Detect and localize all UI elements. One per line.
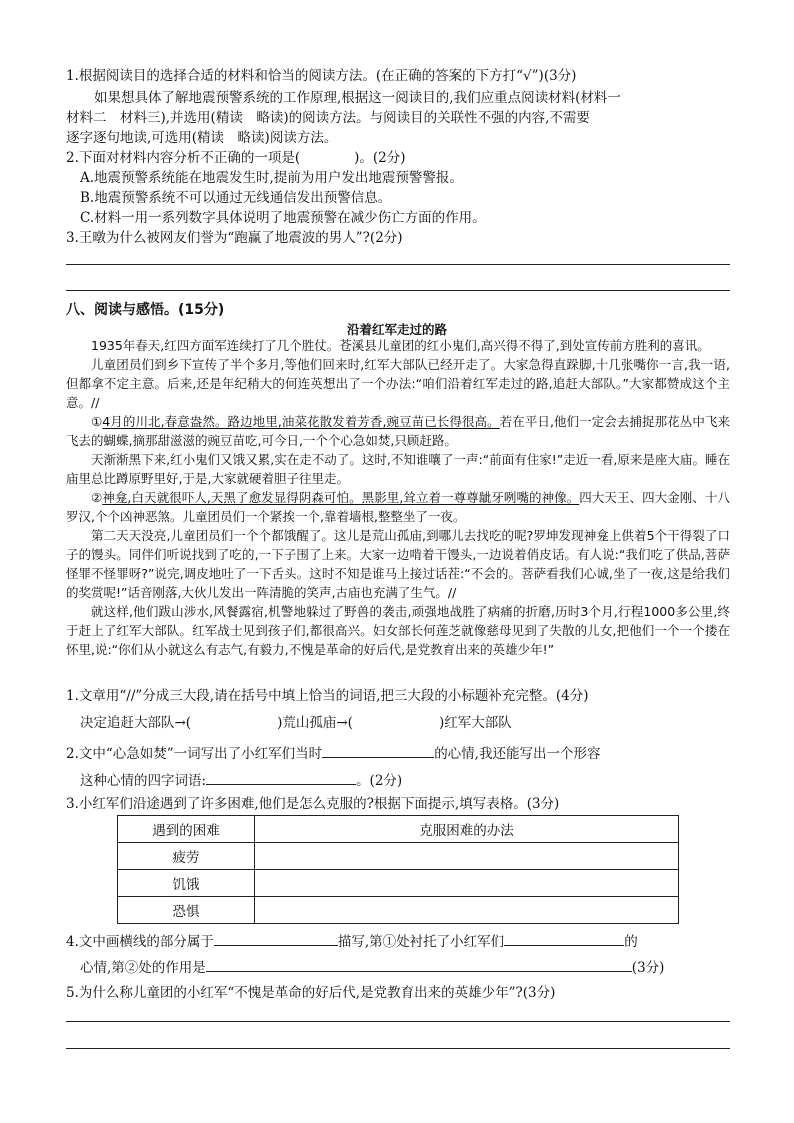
p8-question-5: 5.为什么称儿童团的小红军“不愧是革命的好后代,是党教育出来的英雄少年”?(3分) (66, 985, 556, 1001)
underlined-text: 4月的川北,春意盎然。路边地里,油菜花散发着芳香,豌豆苗已长得很高。 (102, 414, 500, 429)
passage (66, 336, 730, 659)
passage-paragraph: 就这样,他们跋山涉水,风餐露宿,机警地躲过了野兽的袭击,顽强地战胜了病痛的折磨,历时3个月,行程1000多公里,终于赶上了红军大部队。红军战士见到孩子们,都很高兴。妇女部长何莲芝就像慈母见到了失散的儿女,把他们一个一个搂在怀里,说:“你们从小就这么有志气,有毅力,不愧是革命的好后代,是党教育出来的英雄少年!” (66, 604, 730, 657)
table-answer-cell[interactable] (255, 843, 679, 870)
fill-text: 决定追赶大部队→( (80, 715, 192, 731)
question-text: 4.文中画横线的部分属于 (66, 934, 214, 950)
paragraph-text: 四大天王、四大金刚、十八罗汉,个个凶神恶煞。儿童团员们一个紧挨一个,靠着墙根,整整坐了一夜。 (66, 490, 730, 524)
p7-question-1-body-line3: 逐字逐句地读,可选用(精读 略读)阅读方法。 (66, 130, 338, 146)
answer-line[interactable] (66, 264, 730, 265)
underlined-text: 神龛,白天就很吓人,天黑了愈发显得阴森可怕。黑影里,耸立着一尊尊龇牙咧嘴的神像。 (102, 490, 580, 505)
fill-text: )红军大部队 (438, 715, 512, 731)
p7-question-1: 1.根据阅读目的选择合适的材料和恰当的阅读方法。(在正确的答案的下方打“√”)(3分) (66, 68, 577, 84)
passage-paragraph: 第二天天没亮,儿童团员们一个个都饿醒了。这儿是荒山孤庙,到哪儿去找吃的呢?罗坤发现神龛上供着5个干得裂了口子的馒头。同伴们听说找到了吃的,一下子围了上来。大家一边啃着干馒头,一边说着俏皮话。有人说:“我们吃了供品,菩萨怪罪不怪罪呀?”说完,调皮地吐了一下舌头。这时不知是谁马上接过话茬:“不会的。菩萨看我们心诚,坐了一夜,这是给我们的奖赏呢!”话音刚落,大伙儿发出一阵清脆的笑声,古庙也充满了生气。// (66, 528, 730, 600)
table-answer-cell[interactable] (255, 897, 679, 924)
p8-question-1: 1.文章用“//”分成三大段,请在括号中填上恰当的词语,把三大段的小标题补充完整。(4分) (66, 688, 589, 704)
fill-blank[interactable] (504, 930, 624, 946)
passage-paragraph: 1935年春天,红四方面军连续打了几个胜仗。苍溪县儿童团的红小鬼们,高兴得不得了,到处宣传前方胜利的喜讯。 (91, 338, 710, 353)
circled-number-1: ① (91, 414, 103, 429)
paragraph-text: 若在平日,他们一定会去捕捉那花丛中飞来飞去的蝴蝶,摘那甜滋滋的豌豆苗吃,可今日,一个个心急如焚,只顾赶路。 (66, 414, 730, 448)
table-cell: 饥饿 (118, 870, 255, 897)
p8-question-2 (66, 742, 600, 764)
p7-question-1-body-line2: 材料二 材料三),并选用(精读 略读)的阅读方法。与阅读目的关联性不强的内容,不需要 (66, 110, 590, 126)
passage-paragraph (66, 412, 730, 450)
passage-paragraph (66, 488, 730, 526)
answer-line[interactable] (66, 1048, 730, 1049)
p7-question-2-option-c: C.材料一用一系列数字具体说明了地震预警在减少伤亡方面的作用。 (80, 210, 486, 226)
answer-line[interactable] (66, 290, 730, 291)
question-text: 2.文中“心急如焚”一词写出了小红军们当时 (66, 746, 323, 762)
table-cell: 恐惧 (118, 897, 255, 924)
p7-question-2-option-a: A.地震预警系统能在地震发生时,提前为用户发出地震预警警报。 (80, 170, 463, 186)
p8-question-4-line2 (80, 956, 664, 978)
question-text: 。(2分) (356, 773, 403, 789)
p8-question-3: 3.小红军们沿途遇到了许多困难,他们是怎么克服的?根据下面提示,填写表格。(3分) (66, 796, 560, 812)
table-row (118, 843, 679, 870)
answer-line[interactable] (66, 1021, 730, 1022)
question-text: 的 (624, 934, 638, 950)
fill-blank[interactable] (206, 769, 356, 785)
table-header-row (118, 816, 679, 843)
question-text: 描写,第①处衬托了小红军们 (337, 934, 505, 950)
passage-paragraph: 儿童团员们到乡下宣传了半个多月,等他们回来时,红军大部队已经开走了。大家急得直跺脚,十几张嘴你一言,我一语,但都拿不定主意。后来,还是年纪稍大的何连英想出了一个办法:“咱们沿着红军走过的路,追赶大部队。”大家都赞成这个主意。// (66, 357, 730, 410)
table-header-cell: 克服困难的办法 (255, 816, 679, 843)
question-text: 这种心情的四字词语: (80, 773, 207, 789)
p8-question-2-line2 (80, 769, 402, 791)
table-row (118, 897, 679, 924)
fill-text: )荒山孤庙→( (277, 715, 353, 731)
question-text: 的心情,我还能写出一个形容 (434, 746, 601, 762)
p7-question-1-body-line1: 如果想具体了解地震预警系统的工作原理,根据这一阅读目的,我们应重点阅读材料(材料一 (94, 90, 621, 106)
difficulty-table (117, 815, 679, 924)
p7-question-2: 2.下面对材料内容分析不正确的一项是( )。(2分) (66, 150, 406, 166)
fill-blank[interactable] (322, 742, 434, 758)
circled-number-2: ② (91, 490, 103, 505)
p8-question-4 (66, 930, 638, 952)
passage-title: 沿着红军走过的路 (346, 322, 447, 337)
table-row (118, 870, 679, 897)
p8-question-1-fill (80, 713, 512, 733)
passage-paragraph: 天渐渐黑下来,红小鬼们又饿又累,实在走不动了。这时,不知谁嚷了一声:“前面有住家!”走近一看,原来是座大庙。睡在庙里总比蹲原野里好,于是,大家就硬着胆子往里走。 (66, 452, 730, 486)
table-answer-cell[interactable] (255, 870, 679, 897)
question-text: 心情,第②处的作用是 (80, 960, 206, 976)
p7-question-3: 3.王暾为什么被网友们誉为“跑赢了地震波的男人”?(2分) (66, 230, 403, 246)
p7-question-2-option-b: B.地震预警系统不可以通过无线通信发出预警信息。 (80, 190, 392, 206)
question-text: (3分) (631, 960, 665, 976)
table-cell: 疲劳 (118, 843, 255, 870)
fill-blank[interactable] (206, 956, 632, 972)
table-header-cell: 遇到的困难 (118, 816, 255, 843)
fill-blank[interactable] (214, 930, 338, 946)
section-heading: 八、阅读与感悟。(15分) (66, 302, 225, 318)
